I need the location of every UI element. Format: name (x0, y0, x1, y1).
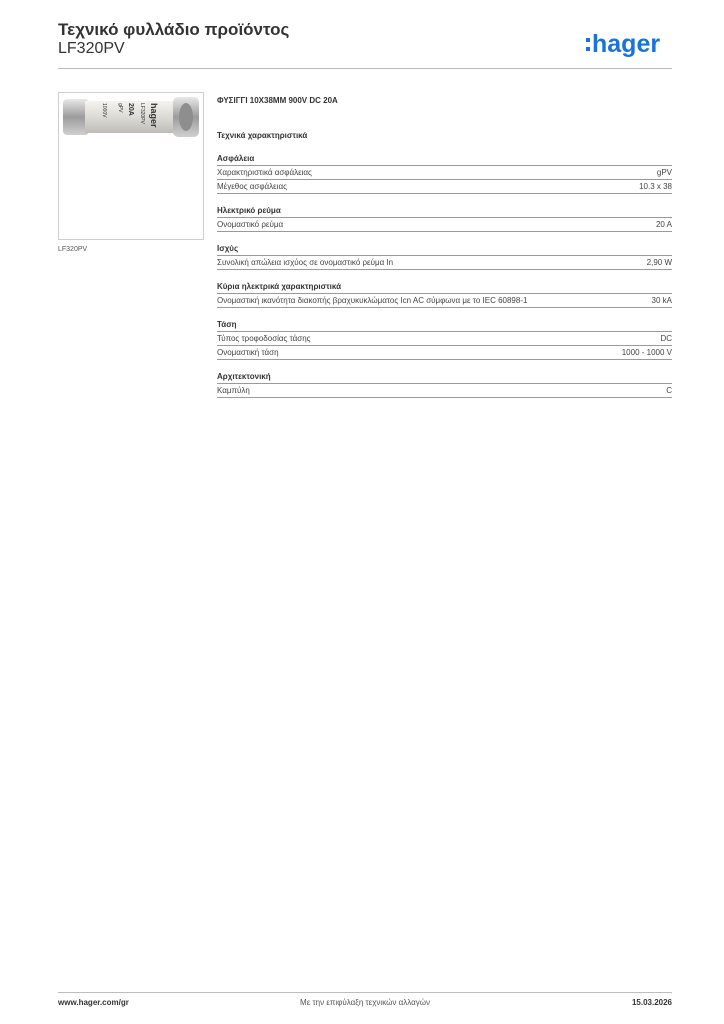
document-title: Τεχνικό φυλλάδιο προϊόντος (58, 20, 290, 39)
spec-value: 1000 - 1000 V (621, 348, 672, 357)
fuse-code-print: LF320PV (139, 103, 145, 124)
spec-group-title: Κύρια ηλεκτρικά χαρακτηριστικά (217, 282, 672, 294)
spec-label: Ονομαστική τάση (217, 348, 279, 357)
spec-value: C (666, 386, 672, 395)
spec-label: Ονομαστική ικανότητα διακοπής βραχυκυκλώματος Icn AC σύμφωνα με το IEC 60898-1 (217, 296, 528, 305)
website-link[interactable]: www.hager.com/gr (58, 998, 129, 1007)
spec-group-power (217, 244, 672, 270)
product-code: LF320PV (58, 40, 125, 57)
spec-label: Καμπύλη (217, 386, 250, 395)
fuse-current-print: 20A (127, 103, 134, 116)
spec-group-title: Ηλεκτρικό ρεύμα (217, 206, 672, 218)
spec-group-title: Αρχιτεκτονική (217, 372, 672, 384)
spec-row (217, 332, 672, 346)
logo-text: hager (592, 30, 661, 58)
spec-label: Ονομαστικό ρεύμα (217, 220, 284, 229)
spec-row (217, 166, 672, 180)
spec-label: Συνολική απώλεια ισχύος σε ονομαστικό ρεύμα In (217, 258, 394, 267)
product-image (58, 92, 204, 240)
product-details (217, 96, 672, 410)
fuse-brand-print: hager (149, 103, 159, 128)
technical-specs-heading: Τεχνικά χαρακτηριστικά (217, 131, 308, 140)
fuse-voltage-print: 1000V (101, 103, 107, 118)
page-header (58, 20, 672, 68)
spec-label: Χαρακτηριστικά ασφάλειας (217, 168, 312, 177)
spec-label: Τύπος τροφοδοσίας τάσης (217, 334, 311, 343)
fuse-class-print: gPV (117, 103, 123, 113)
spec-group-voltage (217, 320, 672, 360)
header-divider (58, 68, 672, 69)
image-caption: LF320PV (58, 246, 88, 253)
spec-group-title: Ισχύς (217, 244, 672, 256)
hager-logo (586, 26, 672, 60)
spec-value: 10.3 x 38 (639, 182, 672, 191)
spec-value: gPV (656, 168, 672, 177)
spec-group-fuse (217, 154, 672, 194)
spec-row (217, 346, 672, 360)
product-title: ΦΥΣΙΓΓΙ 10X38MM 900V DC 20A (217, 96, 338, 105)
spec-group-electrical (217, 282, 672, 308)
page-footer (58, 998, 672, 1012)
spec-row (217, 256, 672, 270)
spec-group-architecture (217, 372, 672, 398)
spec-group-current (217, 206, 672, 232)
spec-label: Μέγεθος ασφάλειας (217, 182, 287, 191)
spec-row (217, 180, 672, 194)
spec-value: 2,90 W (646, 258, 672, 267)
footer-notice: Με την επιφύλαξη τεχνικών αλλαγών (300, 998, 430, 1007)
spec-row (217, 294, 672, 308)
spec-value: 20 A (655, 220, 672, 229)
spec-value: 30 kA (651, 296, 672, 305)
spec-group-title: Ασφάλεια (217, 154, 672, 166)
footer-date: 15.03.2026 (631, 998, 672, 1007)
spec-group-title: Τάση (217, 320, 672, 332)
spec-row (217, 384, 672, 398)
spec-row (217, 218, 672, 232)
footer-divider (58, 992, 672, 993)
fuse-illustration (59, 93, 203, 239)
spec-value: DC (660, 334, 672, 343)
